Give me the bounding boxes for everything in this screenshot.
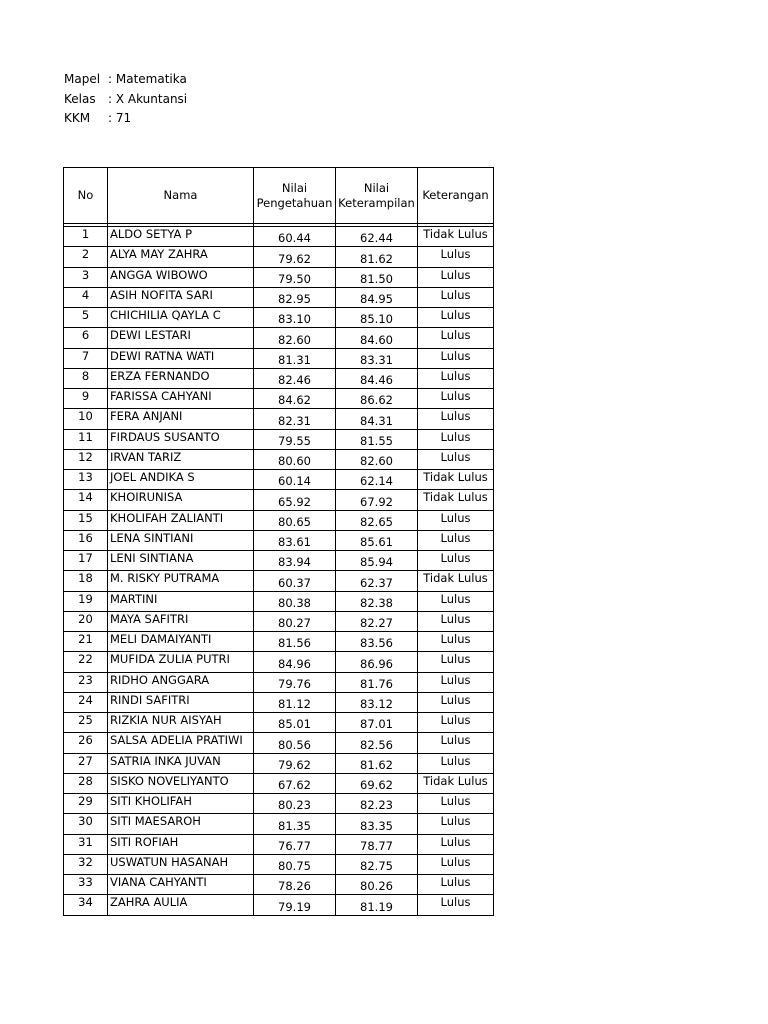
table-header-row — [64, 168, 494, 224]
cell-keterangan: Lulus — [418, 854, 494, 874]
cell-nilai-keterampilan: 84.60 — [336, 328, 418, 348]
cell-keterangan: Lulus — [418, 308, 494, 328]
cell-keterangan: Lulus — [418, 632, 494, 652]
cell-no: 19 — [64, 591, 108, 611]
cell-no: 11 — [64, 429, 108, 449]
cell-nilai-keterampilan: 81.62 — [336, 753, 418, 773]
cell-keterangan: Tidak Lulus — [418, 470, 494, 490]
cell-nama: KHOIRUNISA — [108, 490, 254, 510]
cell-no: 3 — [64, 267, 108, 287]
cell-no: 2 — [64, 247, 108, 267]
cell-no: 31 — [64, 834, 108, 854]
cell-nilai-keterampilan: 62.14 — [336, 470, 418, 490]
cell-nilai-keterampilan: 82.56 — [336, 733, 418, 753]
cell-nama: ALYA MAY ZAHRA — [108, 247, 254, 267]
cell-no: 30 — [64, 814, 108, 834]
cell-nilai-keterampilan: 82.27 — [336, 611, 418, 631]
cell-nama: DEWI RATNA WATI — [108, 348, 254, 368]
cell-nilai-pengetahuan: 76.77 — [254, 834, 336, 854]
cell-nilai-keterampilan: 81.50 — [336, 267, 418, 287]
cell-no: 29 — [64, 794, 108, 814]
cell-no: 10 — [64, 409, 108, 429]
header-line: Keterampilan — [338, 195, 415, 210]
cell-nilai-keterampilan: 84.95 — [336, 287, 418, 307]
cell-keterangan: Lulus — [418, 611, 494, 631]
table-row — [64, 672, 494, 692]
header-line: Pengetahuan — [256, 195, 333, 210]
table-row — [64, 409, 494, 429]
cell-nilai-keterampilan: 78.77 — [336, 834, 418, 854]
cell-nilai-pengetahuan: 78.26 — [254, 875, 336, 895]
cell-nama: SITI KHOLIFAH — [108, 794, 254, 814]
table-row — [64, 834, 494, 854]
cell-nilai-keterampilan: 83.35 — [336, 814, 418, 834]
cell-nilai-pengetahuan: 79.62 — [254, 247, 336, 267]
cell-nilai-keterampilan: 85.94 — [336, 551, 418, 571]
cell-nilai-pengetahuan: 80.56 — [254, 733, 336, 753]
header-nilai-keterampilan — [336, 168, 418, 224]
cell-nilai-keterampilan: 84.31 — [336, 409, 418, 429]
cell-keterangan: Tidak Lulus — [418, 773, 494, 793]
cell-keterangan: Tidak Lulus — [418, 571, 494, 591]
cell-keterangan: Lulus — [418, 368, 494, 388]
cell-no: 15 — [64, 510, 108, 530]
cell-nilai-pengetahuan: 83.94 — [254, 551, 336, 571]
cell-nama: USWATUN HASANAH — [108, 854, 254, 874]
header-line: Nilai — [281, 180, 308, 195]
cell-nilai-keterampilan: 87.01 — [336, 713, 418, 733]
cell-nama: RIDHO ANGGARA — [108, 672, 254, 692]
cell-no: 21 — [64, 632, 108, 652]
table-row — [64, 794, 494, 814]
grades-table — [63, 167, 494, 916]
cell-keterangan: Lulus — [418, 814, 494, 834]
cell-nilai-pengetahuan: 82.60 — [254, 328, 336, 348]
cell-nilai-pengetahuan: 80.75 — [254, 854, 336, 874]
table-row — [64, 611, 494, 631]
cell-nilai-keterampilan: 83.31 — [336, 348, 418, 368]
cell-nama: LENI SINTIANA — [108, 551, 254, 571]
cell-no: 22 — [64, 652, 108, 672]
table-row — [64, 308, 494, 328]
cell-nama: FIRDAUS SUSANTO — [108, 429, 254, 449]
cell-no: 8 — [64, 368, 108, 388]
cell-nama: MARTINI — [108, 591, 254, 611]
cell-nama: RINDI SAFITRI — [108, 692, 254, 712]
cell-nilai-keterampilan: 83.12 — [336, 692, 418, 712]
cell-nilai-pengetahuan: 82.46 — [254, 368, 336, 388]
cell-no: 9 — [64, 389, 108, 409]
cell-keterangan: Lulus — [418, 348, 494, 368]
table-row — [64, 733, 494, 753]
cell-keterangan: Tidak Lulus — [418, 490, 494, 510]
header-keterangan: Keterangan — [418, 168, 494, 224]
cell-nama: DEWI LESTARI — [108, 328, 254, 348]
cell-no: 1 — [64, 227, 108, 247]
table-row — [64, 632, 494, 652]
cell-nilai-pengetahuan: 80.65 — [254, 510, 336, 530]
cell-nama: SITI ROFIAH — [108, 834, 254, 854]
cell-nilai-pengetahuan: 84.62 — [254, 389, 336, 409]
cell-keterangan: Lulus — [418, 672, 494, 692]
cell-keterangan: Lulus — [418, 794, 494, 814]
cell-keterangan: Lulus — [418, 287, 494, 307]
cell-nilai-pengetahuan: 80.60 — [254, 449, 336, 469]
cell-nilai-pengetahuan: 83.10 — [254, 308, 336, 328]
cell-nilai-keterampilan: 86.62 — [336, 389, 418, 409]
cell-nilai-pengetahuan: 79.76 — [254, 672, 336, 692]
cell-no: 6 — [64, 328, 108, 348]
table-row — [64, 328, 494, 348]
cell-nama: IRVAN TARIZ — [108, 449, 254, 469]
cell-nama: MAYA SAFITRI — [108, 611, 254, 631]
header-nilai-pengetahuan — [254, 168, 336, 224]
cell-nama: MUFIDA ZULIA PUTRI — [108, 652, 254, 672]
cell-nama: SITI MAESAROH — [108, 814, 254, 834]
cell-no: 28 — [64, 773, 108, 793]
cell-nilai-pengetahuan: 65.92 — [254, 490, 336, 510]
cell-nilai-keterampilan: 82.75 — [336, 854, 418, 874]
cell-nama: LENA SINTIANI — [108, 530, 254, 550]
cell-nilai-pengetahuan: 82.31 — [254, 409, 336, 429]
table-row — [64, 490, 494, 510]
cell-nilai-pengetahuan: 79.62 — [254, 753, 336, 773]
cell-no: 20 — [64, 611, 108, 631]
table-row — [64, 530, 494, 550]
cell-keterangan: Lulus — [418, 409, 494, 429]
cell-nama: M. RISKY PUTRAMA — [108, 571, 254, 591]
table-row — [64, 429, 494, 449]
cell-nilai-keterampilan: 67.92 — [336, 490, 418, 510]
cell-nilai-keterampilan: 81.55 — [336, 429, 418, 449]
table-row — [64, 551, 494, 571]
cell-no: 16 — [64, 530, 108, 550]
table-row — [64, 227, 494, 247]
table-row — [64, 571, 494, 591]
cell-no: 27 — [64, 753, 108, 773]
cell-nilai-pengetahuan: 80.38 — [254, 591, 336, 611]
cell-nama: ERZA FERNANDO — [108, 368, 254, 388]
cell-nilai-pengetahuan: 81.56 — [254, 632, 336, 652]
cell-nilai-keterampilan: 69.62 — [336, 773, 418, 793]
cell-nama: CHICHILIA QAYLA C — [108, 308, 254, 328]
cell-nilai-keterampilan: 86.96 — [336, 652, 418, 672]
cell-no: 24 — [64, 692, 108, 712]
cell-no: 32 — [64, 854, 108, 874]
cell-no: 7 — [64, 348, 108, 368]
cell-nilai-pengetahuan: 84.96 — [254, 652, 336, 672]
table-row — [64, 449, 494, 469]
table-row — [64, 368, 494, 388]
cell-nilai-keterampilan: 82.65 — [336, 510, 418, 530]
cell-no: 25 — [64, 713, 108, 733]
cell-nilai-keterampilan: 82.38 — [336, 591, 418, 611]
table-row — [64, 652, 494, 672]
cell-nilai-keterampilan: 81.76 — [336, 672, 418, 692]
header-nama: Nama — [108, 168, 254, 224]
cell-nama: FARISSA CAHYANI — [108, 389, 254, 409]
header-no: No — [64, 168, 108, 224]
table-row — [64, 389, 494, 409]
table-row — [64, 267, 494, 287]
cell-nama: MELI DAMAIYANTI — [108, 632, 254, 652]
cell-keterangan: Lulus — [418, 895, 494, 915]
cell-keterangan: Lulus — [418, 713, 494, 733]
cell-nilai-pengetahuan: 81.12 — [254, 692, 336, 712]
table-row — [64, 895, 494, 915]
table-row — [64, 591, 494, 611]
cell-keterangan: Lulus — [418, 733, 494, 753]
cell-no: 5 — [64, 308, 108, 328]
table-row — [64, 247, 494, 267]
cell-nilai-pengetahuan: 80.23 — [254, 794, 336, 814]
cell-keterangan: Tidak Lulus — [418, 227, 494, 247]
meta-label: Mapel — [64, 72, 101, 86]
cell-nilai-pengetahuan: 82.95 — [254, 287, 336, 307]
cell-no: 23 — [64, 672, 108, 692]
cell-nilai-pengetahuan: 85.01 — [254, 713, 336, 733]
table-row — [64, 753, 494, 773]
cell-keterangan: Lulus — [418, 247, 494, 267]
cell-no: 4 — [64, 287, 108, 307]
cell-keterangan: Lulus — [418, 429, 494, 449]
cell-keterangan: Lulus — [418, 753, 494, 773]
cell-nama: ASIH NOFITA SARI — [108, 287, 254, 307]
cell-nilai-pengetahuan: 60.37 — [254, 571, 336, 591]
table-row — [64, 773, 494, 793]
meta-value: : 71 — [108, 111, 132, 125]
cell-nilai-pengetahuan: 80.27 — [254, 611, 336, 631]
cell-nama: KHOLIFAH ZALIANTI — [108, 510, 254, 530]
cell-nilai-pengetahuan: 81.31 — [254, 348, 336, 368]
cell-nilai-keterampilan: 83.56 — [336, 632, 418, 652]
cell-keterangan: Lulus — [418, 389, 494, 409]
cell-no: 34 — [64, 895, 108, 915]
cell-nama: SALSA ADELIA PRATIWI — [108, 733, 254, 753]
cell-nilai-pengetahuan: 81.35 — [254, 814, 336, 834]
cell-nilai-keterampilan: 82.60 — [336, 449, 418, 469]
cell-keterangan: Lulus — [418, 328, 494, 348]
cell-nama: SISKO NOVELIYANTO — [108, 773, 254, 793]
cell-nilai-pengetahuan: 67.62 — [254, 773, 336, 793]
table-row — [64, 470, 494, 490]
cell-nilai-pengetahuan: 83.61 — [254, 530, 336, 550]
cell-nama: RIZKIA NUR AISYAH — [108, 713, 254, 733]
cell-no: 12 — [64, 449, 108, 469]
cell-nilai-keterampilan: 81.62 — [336, 247, 418, 267]
cell-nilai-keterampilan: 81.19 — [336, 895, 418, 915]
cell-nama: ANGGA WIBOWO — [108, 267, 254, 287]
cell-no: 13 — [64, 470, 108, 490]
cell-nilai-keterampilan: 85.61 — [336, 530, 418, 550]
table-row — [64, 814, 494, 834]
table-row — [64, 875, 494, 895]
cell-keterangan: Lulus — [418, 692, 494, 712]
meta-kkm — [64, 109, 187, 129]
meta-label: Kelas — [64, 91, 96, 106]
meta-mapel — [64, 70, 187, 90]
header-line: Nilai — [363, 180, 390, 195]
table-row — [64, 348, 494, 368]
cell-keterangan: Lulus — [418, 510, 494, 530]
document-header — [64, 70, 187, 129]
cell-keterangan: Lulus — [418, 834, 494, 854]
cell-nama: JOEL ANDIKA S — [108, 470, 254, 490]
table-row — [64, 713, 494, 733]
table-row — [64, 510, 494, 530]
table-row — [64, 854, 494, 874]
cell-no: 26 — [64, 733, 108, 753]
cell-no: 17 — [64, 551, 108, 571]
cell-nama: VIANA CAHYANTI — [108, 875, 254, 895]
cell-nilai-keterampilan: 62.37 — [336, 571, 418, 591]
cell-nama: ALDO SETYA P — [108, 227, 254, 247]
meta-value: : Matematika — [108, 72, 187, 86]
meta-label: KKM — [64, 111, 91, 125]
cell-nilai-keterampilan: 85.10 — [336, 308, 418, 328]
cell-nilai-keterampilan: 82.23 — [336, 794, 418, 814]
meta-kelas — [64, 90, 187, 110]
cell-nilai-pengetahuan: 79.50 — [254, 267, 336, 287]
cell-nilai-keterampilan: 80.26 — [336, 875, 418, 895]
cell-no: 18 — [64, 571, 108, 591]
cell-no: 33 — [64, 875, 108, 895]
cell-nilai-keterampilan: 84.46 — [336, 368, 418, 388]
cell-nilai-pengetahuan: 60.14 — [254, 470, 336, 490]
cell-nama: ZAHRA AULIA — [108, 895, 254, 915]
cell-keterangan: Lulus — [418, 875, 494, 895]
cell-nilai-pengetahuan: 79.55 — [254, 429, 336, 449]
cell-keterangan: Lulus — [418, 652, 494, 672]
cell-keterangan: Lulus — [418, 591, 494, 611]
cell-nama: SATRIA INKA JUVAN — [108, 753, 254, 773]
cell-no: 14 — [64, 490, 108, 510]
meta-value: : X Akuntansi — [108, 91, 188, 106]
cell-nilai-pengetahuan: 79.19 — [254, 895, 336, 915]
cell-keterangan: Lulus — [418, 530, 494, 550]
cell-nama: FERA ANJANI — [108, 409, 254, 429]
table-row — [64, 287, 494, 307]
table-row — [64, 692, 494, 712]
table-body — [64, 224, 494, 916]
cell-nilai-pengetahuan: 60.44 — [254, 227, 336, 247]
cell-nilai-keterampilan: 62.44 — [336, 227, 418, 247]
cell-keterangan: Lulus — [418, 551, 494, 571]
cell-keterangan: Lulus — [418, 267, 494, 287]
cell-keterangan: Lulus — [418, 449, 494, 469]
